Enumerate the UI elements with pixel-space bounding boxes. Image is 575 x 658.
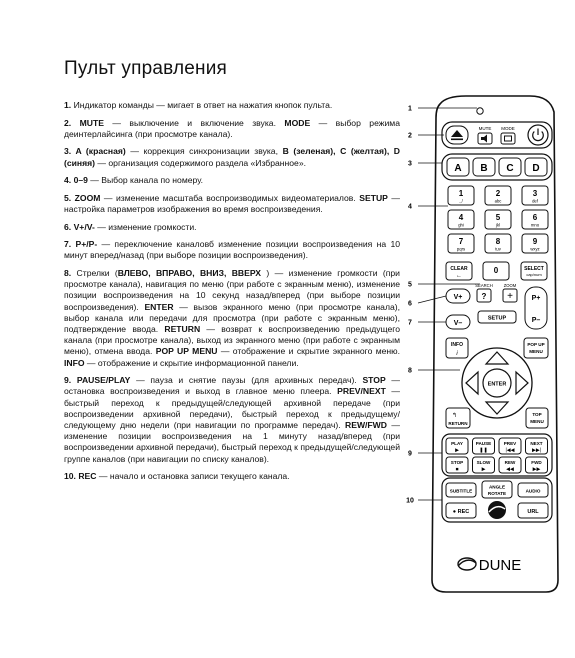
fwd-button[interactable] bbox=[526, 457, 548, 473]
svg-text:A: A bbox=[454, 163, 462, 174]
item-keyword: ВЛЕВО, ВПРАВО, ВНИЗ, ВВЕРХ bbox=[117, 267, 261, 278]
dune-logo-button[interactable] bbox=[488, 501, 506, 519]
callout-number: 2 bbox=[408, 132, 412, 140]
svg-text:NEXT: NEXT bbox=[530, 441, 543, 446]
play-icon: ▶ bbox=[455, 447, 459, 454]
callout-number: 4 bbox=[408, 203, 412, 211]
item-text: — отображение и скрытие информационной панели. bbox=[84, 357, 299, 368]
info-button[interactable] bbox=[446, 338, 468, 358]
item-keyword: P+/P- bbox=[75, 239, 98, 250]
item-text: — быстрый переход к предыдущей/следующей архивной передаче (при воспроизведении архивной передачи), быстрый переход к предыдущему/следующему дню недели (при навигации по программе передач). bbox=[64, 386, 400, 430]
svg-text:POP UP: POP UP bbox=[527, 342, 545, 347]
svg-text:TOP: TOP bbox=[532, 412, 542, 417]
color-button-b[interactable] bbox=[473, 158, 495, 176]
item-text: — вызов экранного меню (при просмотре канала), выбор канала или передачи для просмотра (при работе с экранным меню), подтверждение ввода. bbox=[64, 301, 400, 334]
svg-text:ROTATE: ROTATE bbox=[487, 491, 507, 496]
item-number: 7. bbox=[64, 239, 76, 250]
zoom-label: ZOOM bbox=[503, 283, 517, 288]
svg-text:RETURN: RETURN bbox=[448, 421, 468, 426]
svg-text:ANGLE: ANGLE bbox=[488, 484, 506, 490]
digit-button-2[interactable] bbox=[485, 186, 511, 205]
svg-text:pqrs: pqrs bbox=[456, 246, 466, 252]
slow-icon: ▶ bbox=[481, 466, 486, 473]
callout-number: 9 bbox=[408, 450, 412, 458]
pause-icon: ❚❚ bbox=[479, 447, 488, 454]
stop-button[interactable] bbox=[446, 457, 468, 473]
item-text: — отображение и скрытие экранного меню. bbox=[217, 346, 401, 357]
svg-text:SETUP: SETUP bbox=[487, 315, 507, 322]
digit-button-3[interactable] bbox=[522, 186, 548, 205]
svg-text:STOP: STOP bbox=[450, 460, 464, 465]
svg-text:mno: mno bbox=[530, 222, 540, 228]
top-menu-button[interactable] bbox=[526, 408, 548, 428]
audio-button[interactable] bbox=[518, 483, 548, 497]
enter-button[interactable] bbox=[483, 369, 511, 397]
angle-rotate-button[interactable] bbox=[482, 481, 512, 498]
item-keyword: REC bbox=[78, 471, 97, 482]
digit-button-5[interactable] bbox=[485, 210, 511, 229]
item-keyword: STOP bbox=[362, 375, 386, 386]
item-keyword: ZOOM bbox=[74, 192, 101, 203]
callout-number: 3 bbox=[408, 160, 412, 168]
svg-text:DUNE: DUNE bbox=[478, 557, 522, 574]
item-text: — организация содержимого раздела «Избранное». bbox=[95, 157, 307, 168]
next-icon: ▶▶| bbox=[532, 447, 541, 454]
item-keyword: SETUP bbox=[359, 192, 388, 203]
svg-text:P+: P+ bbox=[531, 295, 541, 302]
item-text: — выбор режима деинтерлайсинга (при просмотре канала). bbox=[64, 117, 400, 139]
callout-number: 6 bbox=[408, 300, 412, 308]
svg-text:ENTER: ENTER bbox=[487, 381, 507, 388]
item-text: — пауза и снятие паузы (для архивных передач). bbox=[130, 375, 363, 386]
item-text: — коррекция синхронизации звука, bbox=[125, 146, 283, 157]
svg-text:MENU: MENU bbox=[530, 419, 544, 424]
next-button[interactable] bbox=[526, 438, 548, 454]
color-button-c[interactable] bbox=[499, 158, 521, 176]
item-number: 1. bbox=[64, 100, 74, 110]
item-number: 4. bbox=[64, 175, 74, 186]
item-keyword: RETURN bbox=[164, 323, 201, 334]
svg-text:P–: P– bbox=[531, 317, 541, 324]
svg-text:6: 6 bbox=[532, 213, 538, 222]
svg-text:9: 9 bbox=[532, 237, 538, 246]
item-text: — выключение и включение звука. bbox=[103, 117, 285, 128]
svg-text:def: def bbox=[532, 198, 538, 204]
item-number: 3. bbox=[64, 146, 76, 157]
svg-text:wxyz: wxyz bbox=[530, 246, 540, 252]
clear-button[interactable] bbox=[446, 262, 472, 280]
callout-number: 8 bbox=[408, 367, 412, 375]
svg-text:.,/: .,/ bbox=[459, 198, 463, 204]
item-keyword: ENTER bbox=[144, 301, 174, 312]
svg-text:CLEAR: CLEAR bbox=[450, 266, 468, 272]
svg-text:C: C bbox=[506, 163, 514, 174]
prev-button[interactable] bbox=[499, 438, 521, 454]
item-text: — изменение позиции воспроизведения на 1 минуту назад/вперед (при воспроизведении архивной передачи), быстрый переход к предыдущей/следующей группе каналов (при навигации по списку каналов). bbox=[64, 420, 400, 464]
item-keyword: B (зеленая), C (желтая), D (синяя) bbox=[64, 146, 400, 168]
svg-text:REW: REW bbox=[504, 460, 516, 465]
item-keyword: A (красная) bbox=[75, 146, 126, 157]
item-text: — изменение масштаба воспроизводимых видеоматериалов. bbox=[100, 192, 360, 203]
page-title: Пульт управления bbox=[64, 58, 228, 79]
svg-text:i: i bbox=[456, 351, 458, 357]
color-button-d[interactable] bbox=[525, 158, 547, 176]
item-keyword: PREV/NEXT bbox=[337, 386, 386, 397]
svg-text:cap/num: cap/num bbox=[526, 272, 542, 277]
callout-number: 1 bbox=[408, 105, 412, 113]
svg-text:PREV: PREV bbox=[503, 441, 517, 446]
item-number: 6. bbox=[64, 221, 74, 232]
digit-button-4[interactable] bbox=[448, 210, 474, 229]
vminus-button[interactable] bbox=[446, 315, 470, 329]
svg-text:SUBTITLE: SUBTITLE bbox=[449, 488, 473, 494]
svg-text:AUDIO: AUDIO bbox=[525, 488, 541, 494]
svg-text:2: 2 bbox=[495, 189, 501, 198]
svg-text:tuv: tuv bbox=[495, 246, 501, 252]
svg-text:MENU: MENU bbox=[529, 349, 543, 354]
digit-button-6[interactable] bbox=[522, 210, 548, 229]
svg-text:FWD: FWD bbox=[531, 460, 542, 465]
svg-text:PLAY: PLAY bbox=[451, 441, 463, 446]
svg-text:0: 0 bbox=[493, 266, 499, 275]
svg-text:INFO: INFO bbox=[451, 342, 463, 348]
svg-text:V–: V– bbox=[453, 320, 463, 327]
svg-text:7: 7 bbox=[458, 237, 464, 246]
zoom-button[interactable] bbox=[503, 289, 517, 302]
rew-icon: ◀◀ bbox=[506, 466, 514, 473]
item-text: — остановка воспроизведения и выход в главное меню плеера. bbox=[64, 375, 400, 397]
color-button-a[interactable] bbox=[447, 158, 469, 176]
svg-text:● REC: ● REC bbox=[452, 509, 470, 515]
item-text: Индикатор команды — мигает в ответ на нажатия кнопок пульта. bbox=[73, 100, 333, 110]
callout-number: 7 bbox=[408, 319, 412, 327]
svg-text:↰: ↰ bbox=[452, 413, 458, 419]
svg-text:8: 8 bbox=[495, 237, 501, 246]
select-button[interactable] bbox=[521, 262, 547, 280]
item-keyword: 0–9 bbox=[73, 175, 88, 186]
help-icon: ? bbox=[481, 292, 487, 301]
item-text: — начало и остановка записи текущего канала. bbox=[96, 471, 290, 482]
item-keyword: PAUSE/PLAY bbox=[76, 375, 131, 386]
svg-text:1: 1 bbox=[458, 189, 464, 198]
item-text: — Выбор канала по номеру. bbox=[87, 175, 204, 186]
svg-text:B: B bbox=[480, 163, 488, 174]
item-number: 2. bbox=[64, 117, 80, 128]
item-number: 10. bbox=[64, 471, 79, 482]
svg-text:V+: V+ bbox=[453, 294, 463, 301]
item-text: Стрелки ( bbox=[76, 267, 118, 278]
item-number: 9. bbox=[64, 375, 77, 386]
svg-text:5: 5 bbox=[495, 213, 501, 222]
item-number: 5. bbox=[64, 192, 75, 203]
item-keyword: MUTE bbox=[79, 117, 104, 128]
search-button[interactable] bbox=[477, 289, 491, 302]
item-text: — настройка параметров изображения во время воспроизведения. bbox=[64, 192, 400, 214]
search-label: SEARCH bbox=[475, 283, 493, 288]
digit-button-9[interactable] bbox=[522, 234, 548, 253]
svg-text:ghi: ghi bbox=[458, 222, 464, 228]
fwd-icon: ▶▶ bbox=[532, 466, 541, 473]
subtitle-button[interactable] bbox=[446, 483, 476, 497]
pause-button[interactable] bbox=[473, 438, 495, 454]
svg-text:abc: abc bbox=[494, 198, 502, 204]
svg-text:PAUSE: PAUSE bbox=[475, 441, 492, 446]
svg-text:D: D bbox=[532, 163, 540, 174]
mute-label: MUTE bbox=[478, 126, 492, 131]
item-text: ) — изменение громкости (при просмотре канала), навигация по меню (при работе с экранным меню), изменение позиции воспроизведения на 10 секунд назад/вперед (при выборе позиции воспроизведения). bbox=[64, 267, 400, 312]
return-button[interactable] bbox=[446, 408, 470, 428]
digit-button-0[interactable] bbox=[483, 262, 509, 280]
digit-button-1[interactable] bbox=[448, 186, 474, 205]
item-keyword: MODE bbox=[284, 117, 311, 128]
url-button[interactable] bbox=[518, 503, 548, 518]
mute-button[interactable] bbox=[478, 126, 492, 144]
svg-text:URL: URL bbox=[527, 509, 539, 515]
item-keyword: POP UP MENU bbox=[155, 346, 218, 357]
indicator-led bbox=[477, 108, 483, 114]
setup-button[interactable] bbox=[478, 311, 516, 323]
mode-label: MODE bbox=[501, 126, 515, 131]
digit-button-7[interactable] bbox=[448, 234, 474, 253]
item-text: — переключение каналовб изменение позиции воспроизведения на 10 минут вперед/назад (при выборе позиции воспроизведения). bbox=[64, 239, 400, 261]
rew-button[interactable] bbox=[499, 457, 521, 473]
play-button[interactable] bbox=[446, 438, 468, 454]
prev-icon: |◀◀ bbox=[505, 447, 515, 454]
item-number: 8. bbox=[64, 267, 77, 278]
svg-text:SLOW: SLOW bbox=[476, 460, 491, 465]
digit-button-8[interactable] bbox=[485, 234, 511, 253]
popup-menu-button[interactable] bbox=[524, 338, 548, 358]
svg-text:4: 4 bbox=[458, 213, 464, 222]
svg-text:⎵: ⎵ bbox=[495, 275, 497, 280]
pplus-pminus-rocker[interactable] bbox=[525, 287, 547, 329]
rec-button[interactable] bbox=[446, 503, 476, 518]
vplus-button[interactable] bbox=[446, 289, 470, 303]
callout-number: 5 bbox=[408, 281, 412, 289]
svg-text:SELECT: SELECT bbox=[524, 266, 544, 272]
item-keyword: V+/V- bbox=[73, 221, 95, 232]
slow-button[interactable] bbox=[473, 457, 495, 473]
callout-number: 10 bbox=[406, 497, 414, 505]
stop-icon: ■ bbox=[455, 466, 459, 473]
svg-text:jkl: jkl bbox=[496, 222, 500, 228]
item-text: — изменение громкости. bbox=[94, 221, 197, 232]
eject-button[interactable] bbox=[446, 126, 468, 144]
item-text: — возврат к воспроизведению предыдущего канала (при просмотре канала), выход из экранного меню (при работе с экранным меню), отмена ввода. bbox=[64, 323, 400, 357]
mode-button[interactable] bbox=[501, 126, 515, 144]
svg-text:3: 3 bbox=[532, 189, 538, 198]
item-keyword: REW/FWD bbox=[345, 420, 388, 430]
item-keyword: INFO bbox=[64, 357, 85, 368]
svg-text:←: ← bbox=[456, 273, 462, 279]
zoom-icon: + bbox=[507, 291, 513, 302]
power-button[interactable] bbox=[528, 125, 548, 145]
